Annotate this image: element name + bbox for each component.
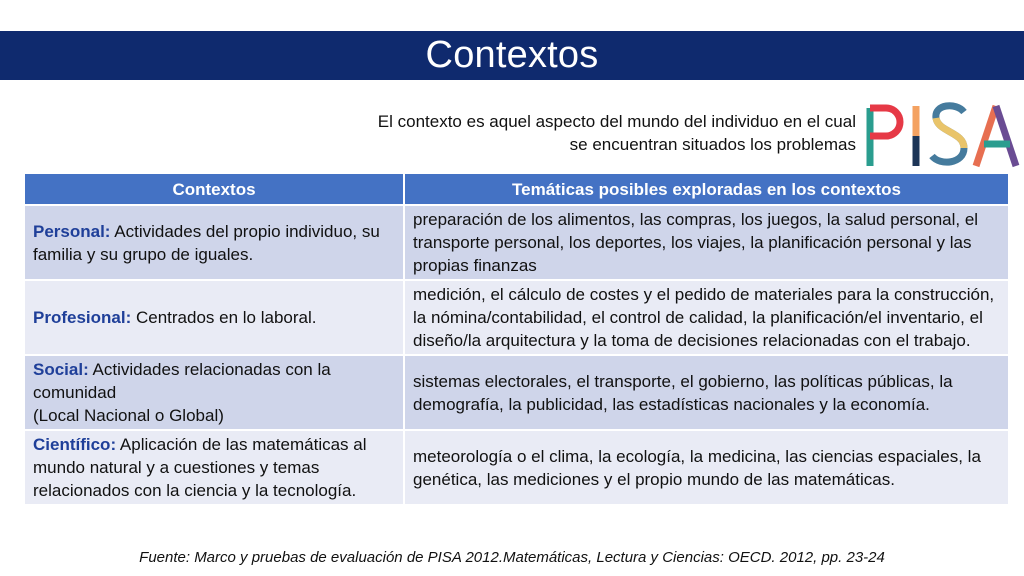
themes-cell: meteorología o el clima, la ecología, la medicina, las ciencias espaciales, la genética, las mediciones y el propio mundo de las matemáticas. <box>404 430 1008 504</box>
table-row-cientifico <box>25 430 1008 504</box>
themes-cell: sistemas electorales, el transporte, el gobierno, las políticas públicas, la demografía, la publicidad, las estadísticas nacionales y la economía. <box>404 355 1008 430</box>
table-row-social <box>25 355 1008 430</box>
title-bar <box>0 31 1024 80</box>
pisa-logo <box>864 100 1020 168</box>
header-tematicas: Temáticas posibles exploradas en los contextos <box>404 174 1008 205</box>
context-cell <box>25 205 404 280</box>
context-description-scope: (Local Nacional o Global) <box>33 406 224 425</box>
context-description: Aplicación de las matemáticas al mundo natural y a cuestiones y temas relacionados con la ciencia y la tecnología. <box>33 435 367 500</box>
context-description: Actividades relacionadas con la comunidad <box>33 360 331 402</box>
table-header-row <box>25 174 1008 205</box>
slide-title: Contextos <box>425 34 599 76</box>
themes-cell: preparación de los alimentos, las compras, los juegos, la salud personal, el transporte personal, los deportes, los viajes, la planificación personal y las propias finanzas <box>404 205 1008 280</box>
context-keyword: Social: <box>33 360 89 379</box>
intro-line-2: se encuentran situados los problemas <box>569 135 856 154</box>
context-keyword: Científico: <box>33 435 117 454</box>
source-citation: Fuente: Marco y pruebas de evaluación de PISA 2012.Matemáticas, Lectura y Ciencias: OECD. 2012, pp. 23-24 <box>139 549 885 566</box>
header-contextos: Contextos <box>25 174 404 205</box>
context-keyword: Personal: <box>33 221 111 241</box>
context-description: Actividades del propio individuo, su familia y su grupo de iguales. <box>33 221 380 264</box>
context-description: Centrados en lo laboral. <box>131 308 317 327</box>
table-row-personal <box>25 205 1008 280</box>
contexts-table <box>25 174 1008 504</box>
context-keyword: Profesional: <box>33 308 132 327</box>
intro-text <box>378 110 856 156</box>
context-cell <box>25 280 404 355</box>
table-row-profesional <box>25 280 1008 355</box>
intro-line-1: El contexto es aquel aspecto del mundo del individuo en el cual <box>377 112 856 131</box>
themes-cell: medición, el cálculo de costes y el pedido de materiales para la construcción, la nómina/contabilidad, el control de calidad, la planificación/el inventario, el diseño/la arquitectura y la toma de decisiones relacionadas con el trabajo. <box>404 280 1008 355</box>
context-cell <box>25 430 404 504</box>
context-cell <box>25 355 404 430</box>
pisa-logo-a <box>976 106 996 166</box>
